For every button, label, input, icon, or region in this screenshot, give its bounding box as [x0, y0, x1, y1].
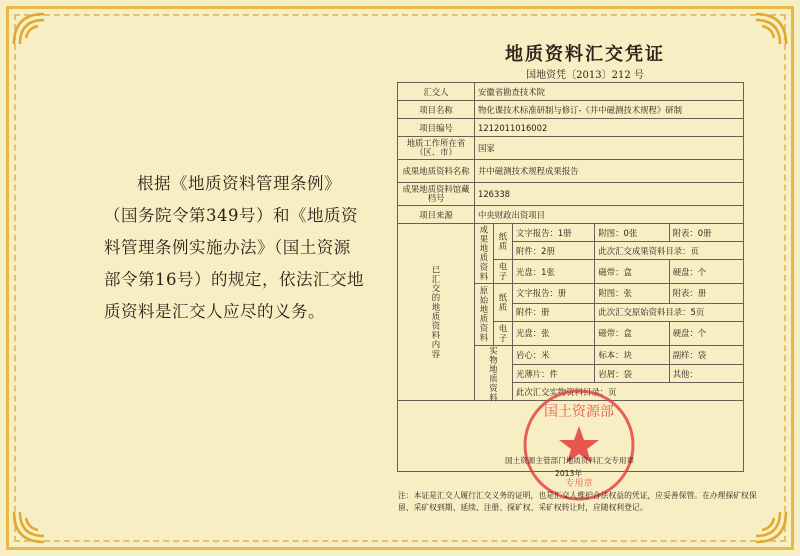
field-value: 物化谍技术标准研制与修订-《井中磁测技术规程》研制: [475, 101, 744, 119]
table-cell: 硬盘：个: [669, 321, 743, 345]
seal-bottom-text: 专用章: [565, 479, 593, 489]
table-cell: 附件：2册: [513, 242, 595, 260]
physical-data-label: 实物地质资料: [475, 345, 513, 401]
field-label: 项目名称: [398, 101, 475, 119]
table-cell: 岩心：米: [513, 345, 595, 365]
field-label: 汇交人: [398, 83, 475, 101]
field-value: 1212011016002: [475, 119, 744, 137]
field-label: 地质工作所在省（区、市）: [398, 137, 475, 160]
corner-ornament-icon: [752, 10, 790, 48]
table-row: [398, 183, 744, 206]
table-row: [398, 83, 744, 101]
table-cell: 附表：0册: [669, 224, 743, 242]
table-cell: 光盘：张: [513, 321, 595, 345]
field-label: 成果地质资料馆藏档号: [398, 183, 475, 206]
table-cell: 文字报告：册: [513, 284, 595, 304]
table-cell: 此次汇交实物资料目录：页: [513, 383, 744, 401]
regulation-statement: [104, 168, 366, 328]
field-value: 126338: [475, 183, 744, 206]
table-cell: 附表：册: [669, 284, 743, 304]
paper-label: 纸质: [494, 224, 513, 260]
table-cell: 光薄片：件: [513, 365, 595, 383]
table-cell: 此次汇交成果资料目录：页: [595, 242, 744, 260]
stamp-date: 2013年: [555, 469, 582, 478]
table-cell: 磁带：盒: [595, 260, 669, 284]
original-data-label: 原始地质资料: [475, 284, 494, 346]
electronic-label: 电子: [494, 321, 513, 345]
table-row: [398, 160, 744, 183]
table-cell: 岩屑：袋: [595, 365, 669, 383]
table-cell: 标本：块: [595, 345, 669, 365]
footnote: 注：本证是汇交人履行汇交义务的证明，也是汇交人维护合法权益的凭证，应妥善保管。在办理探矿权保留、采矿权到期、延续、注册、探矿权、采矿权转让时，应随权利登记。: [398, 491, 757, 512]
field-value: 井中磁测技术规程成果报告: [475, 160, 744, 183]
seal-top-text: 国土资源部: [544, 404, 614, 420]
field-label: 项目来源: [398, 206, 475, 224]
table-cell: 硬盘：个: [669, 260, 743, 284]
table-row: [398, 224, 744, 242]
stamp-label: 国土资源主管部门地质资料汇交专用章: [505, 456, 635, 465]
table-cell: 磁带：盒: [595, 321, 669, 345]
field-label: 项目编号: [398, 119, 475, 137]
field-value: 中央财政出资项目: [475, 206, 744, 224]
electronic-label: 电子: [494, 260, 513, 284]
field-value: 安徽省勘查技术院: [475, 83, 744, 101]
regulation-paragraph: 根据《地质资料管理条例》（国务院令第349号）和《地质资料管理条例实施办法》（国土资源部令第16号）的规定，依法汇交地质资料是汇交人应尽的义务。: [104, 174, 364, 321]
table-cell: 副样：袋: [669, 345, 743, 365]
table-row: [398, 119, 744, 137]
field-label: 成果地质资料名称: [398, 160, 475, 183]
official-seal-icon: [520, 386, 638, 504]
certificate-title: 地质资料汇交凭证: [505, 44, 665, 65]
table-cell: 此次汇交原始资料目录：5页: [595, 303, 744, 321]
submitted-content-label: 已汇交的地质资料内容: [398, 224, 475, 401]
table-cell: 光盘：1张: [513, 260, 595, 284]
table-row: [398, 206, 744, 224]
corner-ornament-icon: [10, 10, 48, 48]
document-number: 国地资凭〔2013〕212 号: [526, 70, 644, 81]
table-cell: 附图：张: [595, 284, 669, 304]
table-cell: 附图：0张: [595, 224, 669, 242]
table-row: [398, 101, 744, 119]
result-data-label: 成果地质资料: [475, 224, 494, 284]
corner-ornament-icon: [10, 508, 48, 546]
table-row: [398, 137, 744, 160]
table-cell: 文字报告：1册: [513, 224, 595, 242]
table-cell: 其他：: [669, 365, 743, 383]
field-value: 国家: [475, 137, 744, 160]
paper-label: 纸质: [494, 284, 513, 322]
table-cell: 附件：册: [513, 303, 595, 321]
